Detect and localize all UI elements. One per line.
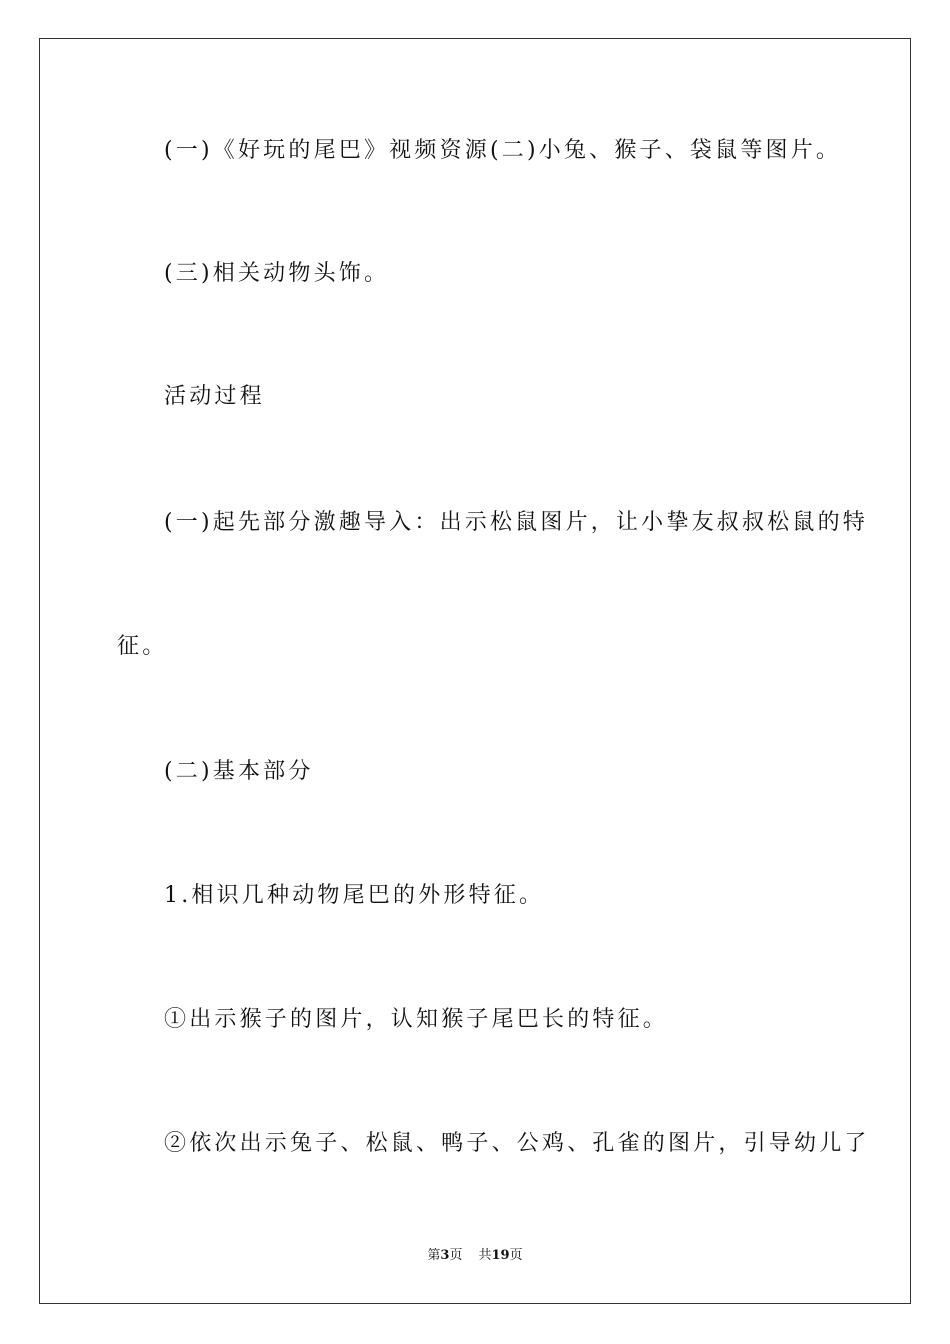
text-line-item-1: 1.相识几种动物尾巴的外形特征。	[164, 883, 545, 908]
text-line-item-circled-1: ①出示猴子的图片，认知猴子尾巴长的特征。	[164, 1007, 669, 1032]
footer-page-suffix: 页	[449, 1248, 463, 1263]
text-line-materials: (一)《好玩的尾巴》视频资源(二)小兔、猴子、袋鼠等图片。	[164, 138, 842, 163]
text-line-basic-part: (二)基本部分	[164, 759, 314, 784]
text-line-item-circled-2: ②依次出示兔子、松鼠、鸭子、公鸡、孔雀的图片，引导幼儿了	[164, 1131, 870, 1156]
text-line-intro-part: (一)起先部分激趣导入：出示松鼠图片，让小挚友叔叔松鼠的特	[164, 510, 868, 535]
footer-current-page: 3	[440, 1248, 450, 1263]
page-footer	[0, 1247, 950, 1265]
footer-total-pages: 19	[491, 1248, 510, 1263]
footer-page-prefix: 第	[427, 1248, 441, 1263]
footer-total-prefix: 共	[478, 1248, 492, 1263]
text-line-intro-part-continued: 征。	[117, 634, 168, 659]
section-heading-activity-process: 活动过程	[164, 384, 265, 409]
page-border	[39, 38, 911, 1304]
text-line-headwear: (三)相关动物头饰。	[164, 261, 390, 286]
footer-total-suffix: 页	[509, 1248, 523, 1263]
